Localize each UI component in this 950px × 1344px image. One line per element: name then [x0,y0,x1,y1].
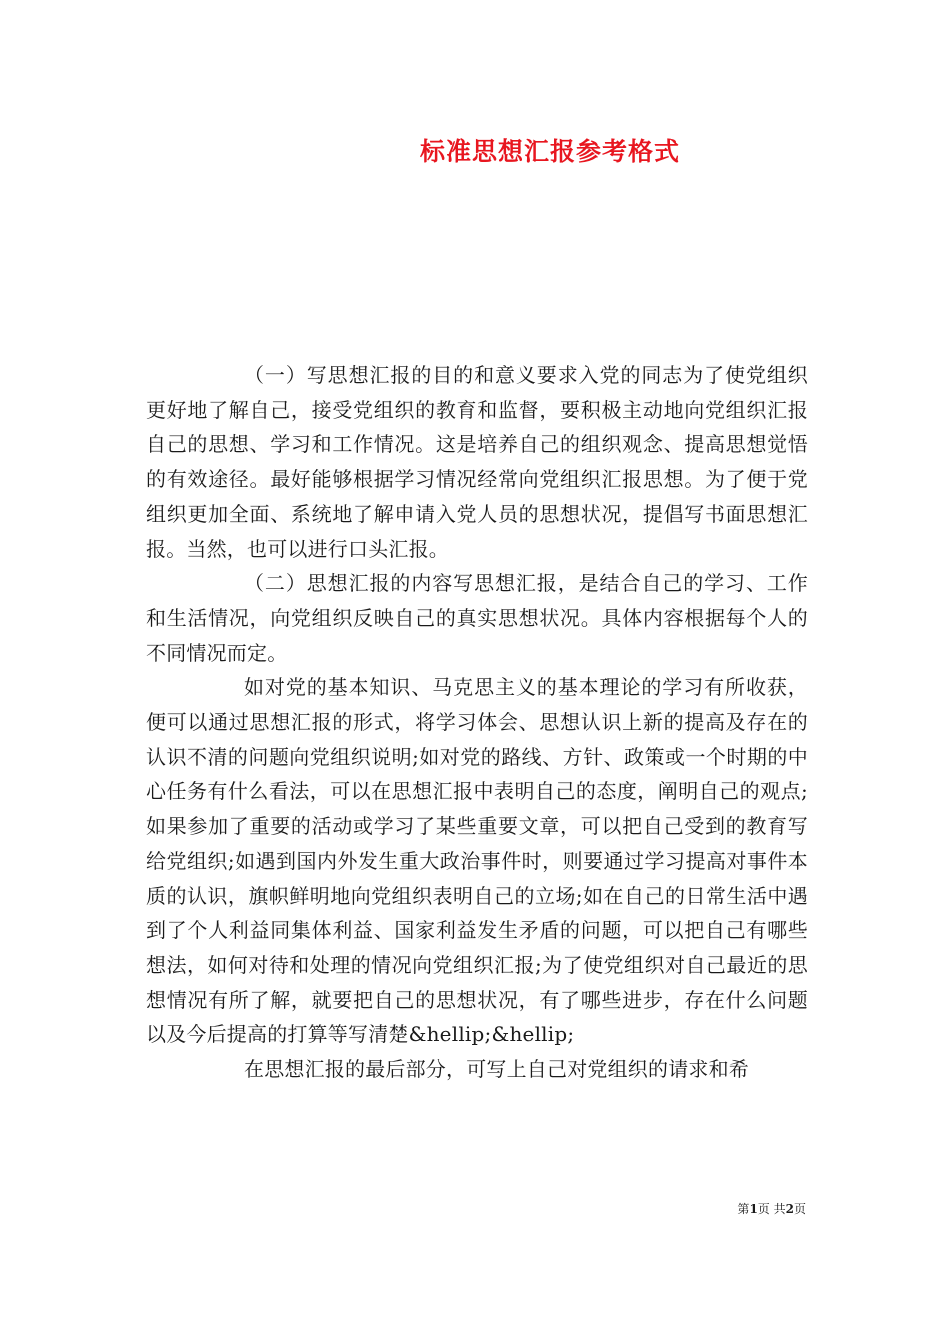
footer-prefix: 第 [737,1202,750,1216]
page-number-footer [737,1201,806,1217]
page-title: 标准思想汇报参考格式 [419,137,680,166]
paragraph-content: （二）思想汇报的内容写思想汇报，是结合自己的学习、工作和生活情况，向党组织反映自己的真实思想状况。具体内容根据每个人的不同情况而定。 [146,571,808,665]
footer-suffix: 页 [793,1202,806,1216]
document-body [146,358,808,1087]
footer-total-pages: 2 [785,1202,794,1216]
paragraph-closing: 在思想汇报的最后部分，可写上自己对党组织的请求和希 [244,1057,749,1082]
paragraph-purpose: （一）写思想汇报的目的和意义要求入党的同志为了使党组织更好地了解自己，接受党组织的教育和监督，要积极主动地向党组织汇报自己的思想、学习和工作情况。这是培养自己的组织观念、提高思想觉悟的有效途径。最好能够根据学习情况经常向党组织汇报思想。为了便于党组织更加全面、系统地了解申请入党人员的思想状况，提倡写书面思想汇报。当然，也可以进行口头汇报。 [146,363,808,561]
footer-middle: 页 共 [757,1202,786,1216]
paragraph-examples: 如对党的基本知识、马克思主义的基本理论的学习有所收获，便可以通过思想汇报的形式，将学习体会、思想认识上新的提高及存在的认识不清的问题向党组织说明;如对党的路线、方针、政策或一个时期的中心任务有什么看法，可以在思想汇报中表明自己的态度，阐明自己的观点;如果参加了重要的活动或学习了某些重要文章，可以把自己受到的教育写给党组织;如遇到国内外发生重大政治事件时，则要通过学习提高对事件本质的认识，旗帜鲜明地向党组织表明自己的立场;如在自己的日常生活中遇到了个人利益同集体利益、国家利益发生矛盾的问题，可以把自己有哪些想法，如何对待和处理的情况向党组织汇报;为了使党组织对自己最近的思想情况有所了解，就要把自己的思想状况，有了哪些进步，存在什么问题以及今后提高的打算等写清楚&hellip;&hellip; [146,675,808,1047]
footer-current-page: 1 [749,1202,758,1216]
